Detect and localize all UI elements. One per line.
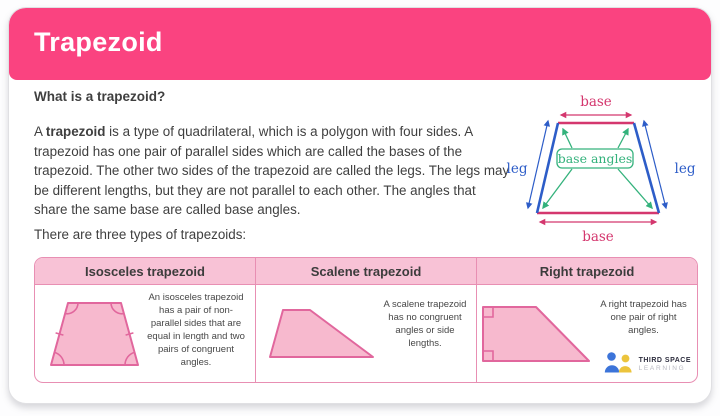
table-header-row xyxy=(35,258,697,285)
paragraph-rest: is a type of quadrilateral, which is a polygon with four sides. A trapezoid has one pair of parallel sides which are called the bases of the trapezoid. The other two sides of the trapezoid are called the legs. The legs may be different lengths, but they are not parallel to each other. The angles that share the same base are called base angles. xyxy=(34,124,510,218)
scalene-trapezoid-shape xyxy=(256,307,377,361)
right-trapezoid-shape xyxy=(477,304,593,364)
third-space-learning-logo xyxy=(604,351,691,378)
question-heading: What is a trapezoid? xyxy=(34,89,166,104)
worksheet-card xyxy=(8,7,712,404)
paragraph-lead: A xyxy=(34,124,46,140)
page-title: Trapezoid xyxy=(34,27,163,57)
table-cell-scalene xyxy=(256,285,477,382)
paragraph-bold-term: trapezoid xyxy=(45,124,106,140)
types-intro-line: There are three types of trapezoids: xyxy=(34,227,247,242)
leg-left-arrow xyxy=(528,121,548,208)
table-header-isosceles: Isosceles trapezoid xyxy=(35,258,256,284)
trapezoid-left-leg-edge xyxy=(537,123,558,213)
table-header-scalene: Scalene trapezoid xyxy=(256,258,477,284)
logo-icon xyxy=(604,351,634,378)
leg-left-label: leg xyxy=(506,161,528,177)
trapezoid-types-table xyxy=(34,257,698,383)
angle-arrow-top-left xyxy=(563,129,572,148)
leg-right-label: leg xyxy=(674,161,696,177)
page-header xyxy=(9,8,711,80)
isosceles-description: An isosceles trapezoid has a pair of non-parallel sides that are equal in length and two pairs of congruent angles. xyxy=(147,291,245,368)
table-body-row xyxy=(35,285,697,382)
right-description: A right trapezoid has one pair of right angles. xyxy=(600,299,687,336)
logo-wordmark xyxy=(639,357,691,373)
base-bottom-label: base xyxy=(582,229,614,245)
table-cell-isosceles xyxy=(35,285,256,382)
base-top-label: base xyxy=(580,94,612,110)
logo-line2: LEARNING xyxy=(638,364,686,372)
trapezoid-right-leg-edge xyxy=(634,123,659,213)
definition-paragraph xyxy=(34,122,510,219)
isosceles-trapezoid-shape xyxy=(35,299,140,369)
angle-arrow-bottom-left xyxy=(543,169,572,208)
logo-line1: THIRD SPACE xyxy=(638,356,691,364)
table-header-right: Right trapezoid xyxy=(539,263,635,279)
angle-arrow-bottom-right xyxy=(618,169,652,208)
table-cell-right xyxy=(477,285,697,382)
trapezoid-diagram xyxy=(506,88,706,250)
scalene-description: A scalene trapezoid has no congruent angles or side lengths. xyxy=(383,298,467,349)
base-angles-label: base angles xyxy=(557,151,633,166)
angle-arrow-top-right xyxy=(618,129,628,148)
